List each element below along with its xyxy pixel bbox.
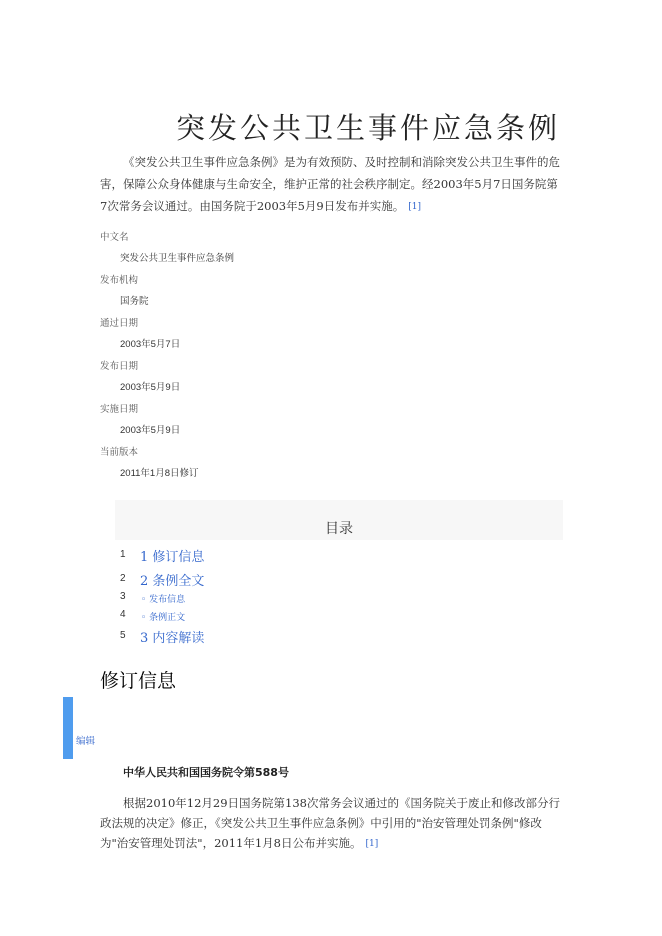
info-label: 发布日期 <box>100 361 139 372</box>
info-label: 中文名 <box>100 232 129 243</box>
toc-heading: 目录 <box>115 500 563 540</box>
toc-number: 5 <box>120 630 126 641</box>
info-value: 2011年1月8日修订 <box>120 468 199 479</box>
info-value: 国务院 <box>120 296 149 307</box>
info-label: 当前版本 <box>100 447 139 458</box>
info-value: 2003年5月9日 <box>120 425 181 436</box>
info-value: 突发公共卫生事件应急条例 <box>120 253 235 264</box>
toc-number: 1 <box>120 549 126 560</box>
reference-link[interactable]: [1] <box>365 839 379 849</box>
toc-number: 4 <box>120 609 126 620</box>
order-title: 中华人民共和国国务院令第588号 <box>123 766 289 779</box>
intro-text: 《突发公共卫生事件应急条例》是为有效预防、及时控制和消除突发公共卫生事件的危害，保障公众身体健康与生命安全，维护正常的社会秩序制定。经2003年5月7日国务院第7次常务会议通过。由国务院于2003年5月9日发布并实施。 <box>100 155 560 213</box>
reference-link[interactable]: [1] <box>408 202 421 212</box>
info-value: 2003年5月9日 <box>120 382 181 393</box>
info-label: 实施日期 <box>100 404 139 415</box>
toc-number: 3 <box>120 591 126 602</box>
toc-link-revision-info[interactable]: 1 修订信息 <box>140 550 205 565</box>
section-marker-bar <box>63 697 73 759</box>
intro-paragraph <box>100 151 564 218</box>
toc-link-full-text[interactable]: 2 条例全文 <box>140 574 205 589</box>
toc-link-regulation-body[interactable]: ◦ 条例正文 <box>141 613 186 623</box>
info-label: 发布机构 <box>100 275 139 286</box>
page-title: 突发公共卫生事件应急条例 <box>175 111 560 145</box>
toc-link-publish-info[interactable]: ◦ 发布信息 <box>141 595 186 605</box>
section-heading: 修订信息 <box>100 670 177 692</box>
basic-info-list <box>100 227 400 485</box>
toc-number: 2 <box>120 573 126 584</box>
revision-text: 根据2010年12月29日国务院第138次常务会议通过的《国务院关于废止和修改部分行政法规的决定》修正，《突发公共卫生事件应急条例》中引用的"治安管理处罚条例"修改为"治安管理处罚法"，2011年1月8日公布并实施。 <box>100 796 560 850</box>
toc-link-interpretation[interactable]: 3 内容解读 <box>140 631 205 646</box>
revision-paragraph <box>100 793 564 854</box>
info-label: 通过日期 <box>100 318 139 329</box>
info-value: 2003年5月7日 <box>120 339 181 350</box>
edit-link[interactable]: 编辑 <box>76 736 96 747</box>
